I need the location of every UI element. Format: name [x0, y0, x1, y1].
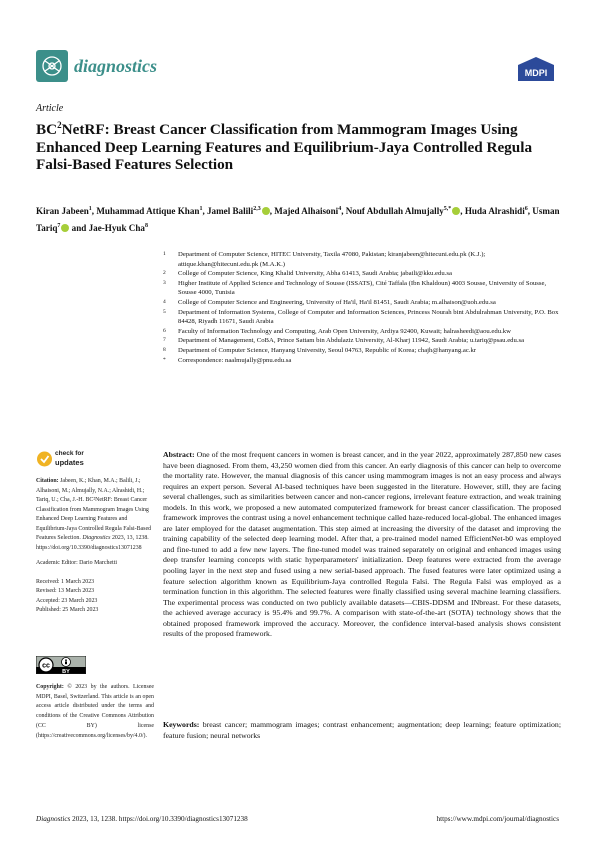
date-value: 23 March 2023: [61, 597, 98, 604]
dates-list: [36, 578, 154, 616]
article-type: Article: [36, 103, 64, 114]
author-name[interactable]: Kiran Jabeen: [36, 206, 89, 217]
author-affiliation-number: 5,*: [443, 206, 452, 212]
affiliation-number: 1: [163, 251, 166, 257]
date-item: [36, 606, 154, 616]
check-updates-icon[interactable]: [36, 449, 53, 469]
author-separator: ,: [527, 206, 533, 217]
affiliation-item: [163, 336, 563, 346]
author-separator: ,: [202, 206, 207, 217]
affiliation-number: 3: [163, 279, 166, 286]
citation-label: Citation:: [36, 478, 59, 484]
author-name[interactable]: Muhammad Attique Khan: [96, 206, 200, 217]
author-name[interactable]: Huda Alrashidi: [464, 206, 525, 217]
abstract: [163, 450, 561, 640]
affiliation-item: [163, 298, 563, 308]
affiliation-number: 5: [163, 308, 166, 315]
affiliation-number: 4: [163, 298, 166, 305]
title-prefix: BC: [36, 121, 58, 139]
author-affiliation-number: 1: [88, 206, 92, 212]
affiliation-item: [163, 250, 563, 269]
orcid-icon[interactable]: [262, 207, 270, 215]
author-name[interactable]: Usman Tariq: [36, 206, 560, 233]
author-affiliation-number: 4: [338, 206, 342, 212]
affiliation-item: [163, 356, 563, 366]
journal-name: diagnostics: [74, 56, 158, 76]
date-label: Revised:: [36, 588, 57, 594]
academic-editor: Academic Editor: Dario Marchetti: [36, 560, 117, 566]
footer-ref[interactable]: 2023, 13, 1238. https://doi.org/10.3390/diagnostics13071238: [72, 815, 248, 823]
date-label: Received:: [36, 578, 60, 585]
author-name[interactable]: Majed Alhaisoni: [274, 206, 339, 217]
footer-citation: [36, 815, 248, 823]
abstract-label: Abstract:: [163, 450, 195, 459]
author-separator: and: [69, 222, 89, 233]
date-label: Published:: [36, 607, 61, 613]
sidebar: [36, 477, 154, 616]
affiliation-text: Department of Management, CoBA, Prince Sattam bin Abdulaziz University, Al-Kharj 11942, Saudi Arabia; u.tariq@psau.edu.sa: [178, 337, 525, 345]
affiliation-item: [163, 327, 563, 337]
affiliation-text: Department of Information Systems, College of Computer and Information Sciences, Princess Nourah bint Abdulrahman University, P.O. Box 84428, Riyadh 11671, Saudi Arabia: [178, 308, 559, 326]
affiliation-text: College of Computer Science, King Khalid University, Abha 61413, Saudi Arabia; jabaili@kku.edu.sa: [178, 270, 452, 278]
check-updates-line1[interactable]: check for: [55, 450, 84, 457]
affiliation-number: 7: [163, 337, 166, 344]
citation-text: Jabeen, K.; Khan, M.A.; Balili, J.; Alhaisoni, M.; Almujally, N.A.; Alrashidi, H.; Tariq, U.; Cha, J.-H. BC²NetRF: Breast Cancer Classification from Mammogram Images Using Enhanced Deep Learning Features and Equilibrium-Jaya Controlled Regula Falsi-Based Features Selection.: [36, 478, 152, 541]
cc-license-badge[interactable]: [36, 656, 86, 674]
author-separator: ,: [341, 206, 346, 217]
author-affiliation-number: 2,3: [253, 206, 261, 212]
date-item: [36, 597, 154, 607]
author-affiliation-number: 7: [57, 222, 61, 229]
author-list: [36, 202, 561, 235]
author-separator: ,: [269, 206, 275, 217]
affiliations: [163, 250, 563, 365]
affiliation-text: Correspondence: naalmujally@pnu.edu.sa: [178, 356, 292, 364]
date-item: [36, 587, 154, 597]
affiliation-number: 2: [163, 270, 166, 277]
date-label: Accepted:: [36, 597, 60, 604]
keywords-text: breast cancer; mammogram images; contrast enhancement; augmentation; deep learning; feature optimization; feature fusion; neural networks: [163, 720, 561, 740]
journal-logo-icon: [36, 50, 68, 82]
author-name[interactable]: Nouf Abdullah Almujally: [345, 206, 444, 217]
affiliation-item: [163, 346, 563, 356]
affiliation-item: [163, 279, 563, 298]
author-affiliation-number: 1: [199, 206, 203, 212]
cc-badge-text: BY: [62, 668, 70, 674]
affiliation-text: Higher Institute of Applied Science and Technology of Sousse (ISSATS), Cité Taffala (Ibn Khaldoun) 4003 Sousse, University of Sousse, Sousse 4000, Tunisia: [178, 279, 547, 297]
affiliation-item: [163, 308, 563, 327]
affiliation-text: Faculty of Information Technology and Computing, Arab Open University, Ardiya 92400, Kuwait; halrasheedi@aou.edu.kw: [178, 327, 511, 335]
affiliation-item: [163, 269, 563, 279]
mdpi-logo: [517, 56, 555, 82]
title-rest: NetRF: Breast Cancer Classification from Mammogram Images Using Enhanced Deep Learning Features and Equilibrium-Jaya Controlled Regula Falsi-Based Features Selection: [36, 121, 533, 174]
citation: [36, 477, 154, 553]
mdpi-logo-text: MDPI: [524, 68, 548, 78]
affiliation-number: 6: [163, 327, 166, 334]
author-name[interactable]: Jamel Balili: [206, 206, 254, 217]
keywords-label: Keywords:: [163, 720, 200, 729]
affiliation-text: Department of Computer Science, Hanyang University, Seoul 04763, Republic of Korea; chajh@hanyang.ac.kr: [178, 346, 477, 354]
affiliation-text: Department of Computer Science, HITEC University, Taxila 47080, Pakistan; kiranjabeen@hitecuni.edu.pk (K.J.); attique.khan@hitecuni.edu.pk (M.A.K.): [178, 251, 486, 268]
footer-journal-url[interactable]: https://www.mdpi.com/journal/diagnostics: [436, 815, 559, 823]
date-item: [36, 578, 154, 588]
abstract-text: One of the most frequent cancers in women is breast cancer, and in the year 2022, approximately 287,850 new cases have been diagnosed. From them, 43,250 women died from this cancer. An early diagnosis of this cancer can help to overcome the mortality rate. However, the manual diagnosis of this cancer using mammogram images is not an easy process and always requires an expert person. Several AI-based techniques have been suggested in the literature. However, still, they are facing several challenges, such as similarities between cancer and non-cancer regions, irrelevant feature extraction, and weak training models. In this work, we proposed a new automated computerized framework for breast cancer classification. The proposed framework improves the contrast using a novel enhancement technique called haze-reduced local-global. The enhanced images are later employed for the dataset augmentation. This step aimed at increasing the diversity of the dataset and improving the training capability of the selected deep learning model. After that, a pre-trained model named EfficientNet-b0 was employed and fine-tuned to add a few new layers. The fine-tuned model was trained separately on original and enhanced images using deep transfer learning concepts with static hyperparameters' initialization. Deep features were extracted from the average pooling layer in the next step and fused using a new serial-based approach. The fused features were later optimized using a feature selection algorithm known as Equilibrium-Jaya controlled Regula Falsi. The Regula Falsi was employed as a termination function in this algorithm. The selected features were finally classified using several machine learning classifiers. The experimental process was conducted on two publicly available datasets—CBIS-DDSM and INbreast. For these datasets, the achieved average accuracy is 95.4% and 99.7%. A comparison with state-of-the-art (SOTA) technology shows that the obtained proposed framework improved the accuracy. Moreover, the confidence interval-based analysis shows consistent results of the proposed framework.: [163, 450, 561, 639]
author-affiliation-number: 6: [524, 206, 528, 212]
footer-journal: Diagnostics: [36, 815, 71, 823]
author-separator: ,: [91, 206, 97, 217]
copyright-notice: [36, 683, 154, 741]
author-name[interactable]: Jae-Hyuk Cha: [88, 222, 145, 233]
affiliation-text: College of Computer Science and Engineering, University of Ha'il, Ha'il 81451, Saudi Arabia; m.alhaison@uoh.edu.sa: [178, 298, 496, 306]
affiliation-number: *: [163, 356, 166, 363]
check-updates-line2[interactable]: updates: [55, 458, 84, 467]
citation-journal: Diagnostics: [82, 535, 111, 541]
copyright-label: Copyright:: [36, 684, 64, 690]
paper-title: [36, 117, 556, 174]
date-value: 1 March 2023: [61, 578, 95, 585]
copyright-text: © 2023 by the authors. Licensee MDPI, Basel, Switzerland. This article is an open access article distributed under the terms and conditions of the Creative Commons Attribution (CC BY) license (https://creativecommons.org/licenses/by/4.0/).: [36, 684, 154, 739]
title-superscript: 2: [57, 120, 62, 130]
date-value: 25 March 2023: [62, 607, 99, 613]
svg-text:cc: cc: [42, 662, 50, 670]
author-separator: ,: [460, 206, 465, 217]
keywords: [163, 720, 561, 741]
affiliation-number: 8: [163, 346, 166, 353]
author-affiliation-number: 8: [144, 222, 148, 229]
date-value: 13 March 2023: [58, 588, 95, 594]
citation-ref[interactable]: 2023, 13, 1238. https://doi.org/10.3390/diagnostics13071238: [36, 535, 149, 551]
